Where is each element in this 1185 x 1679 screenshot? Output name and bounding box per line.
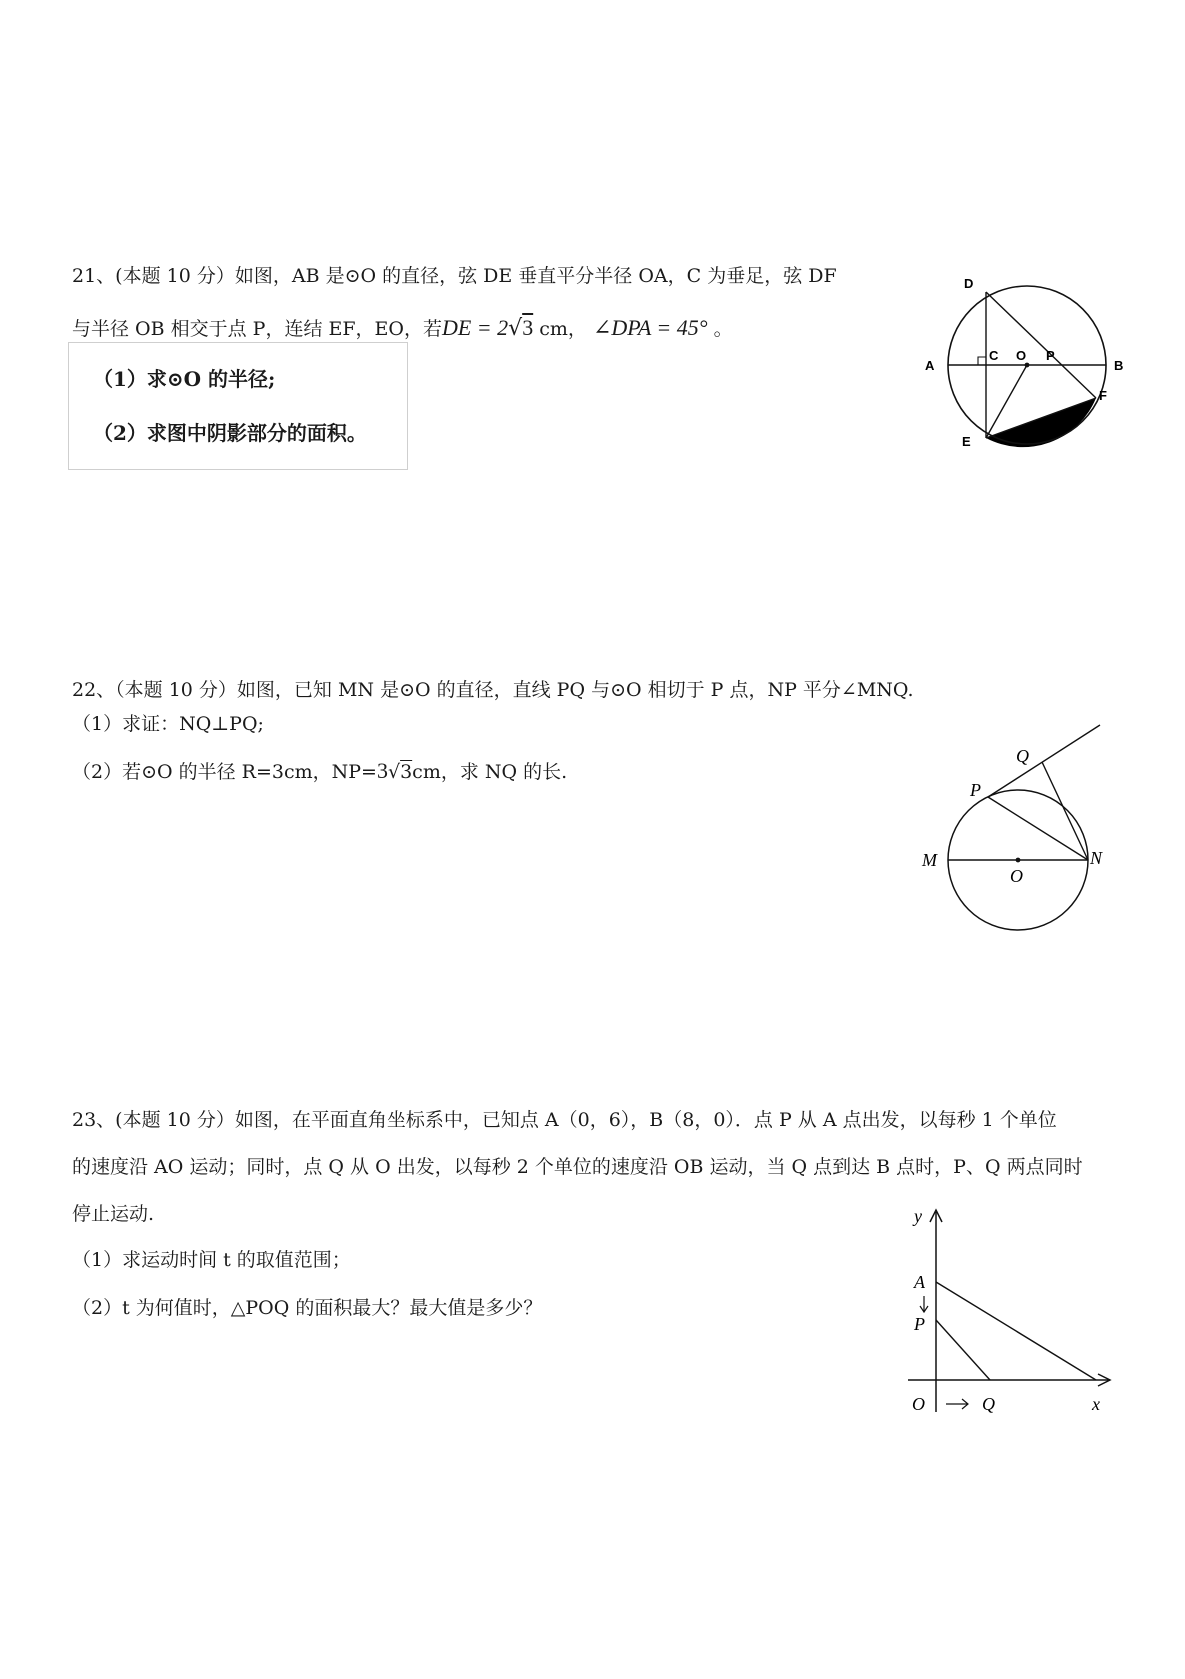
q22-label-n: N [1090, 848, 1103, 868]
q22-line-1: 22、（本题 10 分）如图，已知 MN 是⊙O 的直径，直线 PQ 与⊙O 相切于 P 点，NP 平分∠MNQ. [72, 679, 914, 701]
q22-label-p: P [970, 780, 981, 800]
q22-label-o: O [1010, 866, 1023, 886]
q22-sub2-text-a: （2）若⊙O 的半径 R=3cm，NP= [72, 761, 377, 783]
q23-segment-ab [936, 1282, 1096, 1380]
q23-label-y: y [914, 1206, 922, 1226]
q23-line-2: 的速度沿 AO 运动；同时，点 Q 从 O 出发，以每秒 2 个单位的速度沿 OB 运动，当 Q 点到达 B 点时，P、Q 两点同时 [72, 1156, 1083, 1178]
q21-label-b: B [1114, 358, 1124, 373]
q21-line-1: 21、(本题 10 分）如图，AB 是⊙O 的直径，弦 DE 垂直平分半径 OA，C 为垂足，弦 DF [72, 265, 837, 287]
q21-label-e: E [962, 434, 971, 449]
q23-label-p: P [914, 1314, 925, 1334]
q21-label-c: C [989, 348, 999, 363]
q23-line-1: 23、(本题 10 分）如图，在平面直角坐标系中，已知点 A（0，6），B（8，0）．点 P 从 A 点出发，以每秒 1 个单位 [72, 1109, 1057, 1131]
sqrt-sign: √ [508, 316, 523, 341]
q21-subquestion-2: （2）求图中阴影部分的面积。 [93, 421, 367, 445]
q21-line-2 [72, 316, 733, 341]
q21-de-expression: DE = 2√3 [441, 315, 534, 341]
q21-label-d: D [964, 276, 974, 291]
q21-end-mark: 。 [713, 318, 733, 340]
q21-label-o: O [1016, 348, 1027, 363]
q22-center-dot [1016, 858, 1021, 863]
q23-segment-pq [936, 1320, 990, 1380]
q21-de-radicand: 3 [522, 315, 534, 340]
q21-angle-expression: ∠DPA = 45° [592, 315, 708, 340]
q23-coordinate-figure [900, 1200, 1130, 1430]
q22-circle-figure [910, 720, 1110, 940]
q22-label-q: Q [1016, 746, 1029, 766]
q22-subquestion-1: （1）求证：NQ⊥PQ; [72, 713, 264, 735]
q21-label-p: P [1046, 348, 1055, 363]
q21-label-a: A [925, 358, 935, 373]
q23-label-q: Q [982, 1394, 995, 1414]
q21-label-f: F [1099, 388, 1107, 403]
q21-chord-df [986, 292, 1096, 398]
q22-np-radicand: 3 [400, 761, 413, 783]
q23-label-a: A [914, 1272, 925, 1292]
q22-label-m: M [922, 850, 937, 870]
q21-subquestion-1: （1）求⊙O 的半径; [93, 367, 276, 391]
q23-subquestion-2: （2）t 为何值时，△POQ 的面积最大？最大值是多少？ [72, 1297, 543, 1319]
q22-subquestion-2 [72, 759, 567, 784]
sqrt-sign: √ [387, 761, 401, 783]
q22-tangent-line [988, 725, 1100, 797]
q23-label-o: O [912, 1394, 925, 1414]
q21-center-dot [1025, 363, 1030, 368]
q21-unit: cm， [539, 318, 587, 340]
q22-np-coefficient: 3 [376, 758, 388, 783]
q21-line-2-text: 与半径 OB 相交于点 P，连结 EF，EO，若 [72, 318, 442, 340]
q21-subquestion-box [68, 342, 408, 470]
q23-line-3: 停止运动. [72, 1203, 155, 1225]
q23-label-x: x [1092, 1394, 1100, 1414]
q22-sub2-text-b: cm，求 NQ 的长. [412, 761, 568, 783]
q21-right-angle-mark [978, 357, 986, 365]
q21-circle-figure [920, 270, 1135, 450]
q23-subquestion-1: （1）求运动时间 t 的取值范围； [72, 1249, 351, 1271]
